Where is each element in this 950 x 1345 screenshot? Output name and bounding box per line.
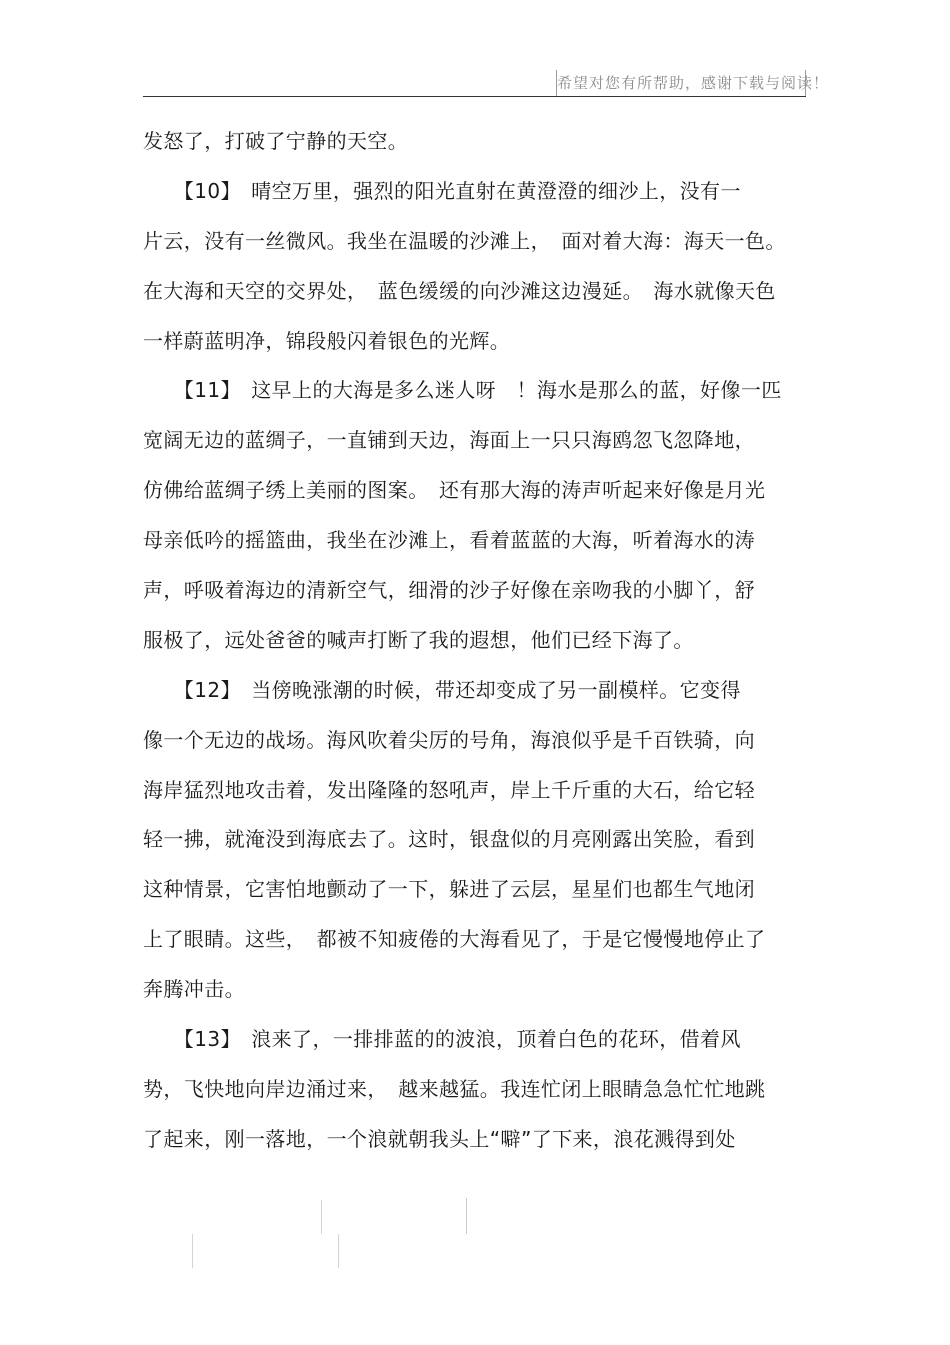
- text-line: 片云，没有一丝微风。我坐在温暖的沙滩上， 面对着大海：海天一色。: [143, 228, 786, 253]
- text-line: 仿佛给蓝绸子绣上美丽的图案。 还有那大海的涛声听起来好像是月光: [143, 478, 766, 503]
- text-line: 【10】 晴空万里，强烈的阳光直射在黄澄澄的细沙上，没有一: [143, 178, 741, 203]
- text-line: 这种情景，它害怕地颤动了一下，躲进了云层，星星们也都生气地闭: [143, 877, 755, 902]
- text-line: 像一个无边的战场。海风吹着尖厉的号角，海浪似乎是千百铁骑，向: [143, 727, 755, 752]
- text-line: 声，呼吸着海边的清新空气，细滑的沙子好像在亲吻我的小脚丫，舒: [143, 578, 755, 603]
- text-line: 母亲低吟的摇篮曲，我坐在沙滩上，看着蓝蓝的大海，听着海水的涛: [143, 528, 755, 553]
- scan-artifact-line: [321, 1200, 322, 1234]
- text-line: 了起来，刚一落地，一个浪就朝我头上“噼”了下来，浪花溅得到处: [143, 1126, 736, 1151]
- text-line: 奔腾冲击。: [143, 977, 245, 1002]
- text-line: 一样蔚蓝明净，锦段般闪着银色的光辉。: [143, 328, 511, 353]
- text-line: 在大海和天空的交界处， 蓝色缓缓的向沙滩这边漫延。 海水就像天色: [143, 278, 776, 303]
- text-line: 【11】 这早上的大海是多么迷人呀 ！海水是那么的蓝，好像一匹: [143, 378, 782, 403]
- text-line: 发怒了，打破了宁静的天空。: [143, 129, 409, 153]
- text-line: 【12】 当傍晚涨潮的时候，带还却变成了另一副模样。它变得: [143, 677, 741, 702]
- scan-artifact-line: [192, 1234, 193, 1268]
- text-line: 服极了，远处爸爸的喊声打断了我的遐想，他们已经下海了。: [143, 627, 694, 652]
- text-line: 【13】 浪来了，一排排蓝的的波浪，顶着白色的花环，借着风: [143, 1027, 741, 1052]
- text-line: 轻一拂，就淹没到海底去了。这时，银盘似的月亮刚露出笑脸，看到: [143, 827, 755, 852]
- text-line: 上了眼睛。这些， 都被不知疲倦的大海看见了，于是它慢慢地停止了: [143, 927, 766, 952]
- text-line: 海岸猛烈地攻击着，发出隆隆的怒吼声，岸上千斤重的大石，给它轻: [143, 777, 755, 802]
- text-line: 势，飞快地向岸边涌过来， 越来越猛。我连忙闭上眼睛急急忙忙地跳: [143, 1076, 766, 1101]
- header-note: 希望对您有所帮助，感谢下载与阅读！: [556, 70, 806, 96]
- text-line: 宽阔无边的蓝绸子，一直铺到天边，海面上一只只海鸥忽飞忽降地，: [143, 428, 755, 453]
- scan-artifact-line: [338, 1234, 339, 1268]
- body-text: [143, 117, 803, 1165]
- scan-artifact-line: [466, 1198, 467, 1234]
- header-rule: [143, 96, 806, 97]
